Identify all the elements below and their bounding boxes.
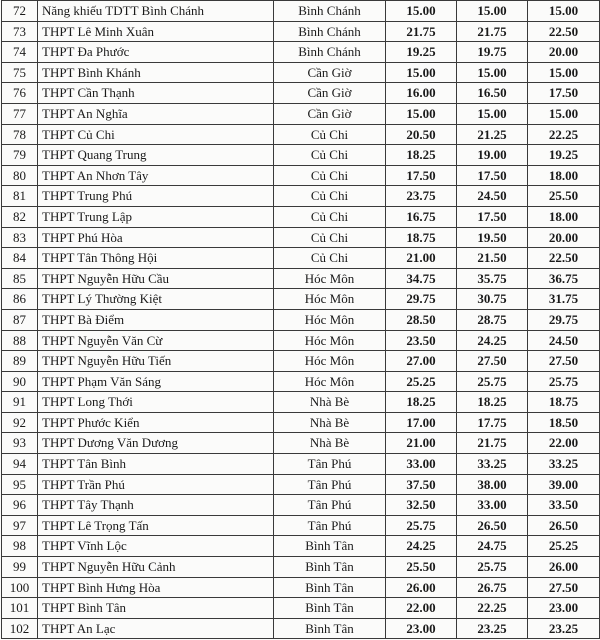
score-nv2-cell: 26.75 [457,577,528,598]
score-nv1-cell: 23.75 [386,186,457,207]
score-nv1-cell: 20.50 [386,124,457,145]
score-nv1-cell: 32.50 [386,495,457,516]
row-number-cell: 72 [2,1,38,22]
table-row [2,186,600,207]
district-cell: Tân Phú [274,474,386,495]
score-nv3-cell: 15.00 [528,1,600,22]
district-cell: Củ Chi [274,206,386,227]
score-nv2-cell: 33.25 [457,454,528,475]
table-row [2,598,600,619]
score-nv2-cell: 28.75 [457,309,528,330]
table-row [2,145,600,166]
school-name-cell: THPT Bình Hưng Hòa [38,577,274,598]
table-row [2,330,600,351]
row-number-cell: 94 [2,454,38,475]
score-nv2-cell: 16.50 [457,83,528,104]
score-nv1-cell: 23.00 [386,618,457,639]
row-number-cell: 85 [2,268,38,289]
table-row [2,392,600,413]
school-name-cell: THPT Bình Tân [38,598,274,619]
row-number-cell: 77 [2,103,38,124]
school-name-cell: THPT Phạm Văn Sáng [38,371,274,392]
row-number-cell: 87 [2,309,38,330]
score-nv2-cell: 21.25 [457,124,528,145]
score-nv2-cell: 21.75 [457,433,528,454]
district-cell: Củ Chi [274,248,386,269]
score-nv3-cell: 23.00 [528,598,600,619]
school-name-cell: THPT An Lạc [38,618,274,639]
school-name-cell: THPT Trung Lập [38,206,274,227]
score-nv2-cell: 24.25 [457,330,528,351]
score-nv3-cell: 20.00 [528,42,600,63]
table-row [2,495,600,516]
score-nv3-cell: 31.75 [528,289,600,310]
score-nv3-cell: 27.50 [528,351,600,372]
score-nv3-cell: 23.25 [528,618,600,639]
district-cell: Củ Chi [274,124,386,145]
district-cell: Nhà Bè [274,412,386,433]
score-nv3-cell: 39.00 [528,474,600,495]
score-nv2-cell: 24.50 [457,186,528,207]
district-cell: Hóc Môn [274,351,386,372]
table-row [2,536,600,557]
row-number-cell: 75 [2,62,38,83]
school-name-cell: THPT Vĩnh Lộc [38,536,274,557]
row-number-cell: 89 [2,351,38,372]
row-number-cell: 101 [2,598,38,619]
score-nv1-cell: 21.75 [386,21,457,42]
row-number-cell: 84 [2,248,38,269]
score-nv3-cell: 22.50 [528,21,600,42]
score-nv3-cell: 18.50 [528,412,600,433]
score-nv2-cell: 22.25 [457,598,528,619]
score-nv1-cell: 18.75 [386,227,457,248]
score-nv3-cell: 20.00 [528,227,600,248]
district-cell: Hóc Môn [274,309,386,330]
score-nv2-cell: 25.75 [457,371,528,392]
table-row [2,351,600,372]
district-cell: Cần Giờ [274,62,386,83]
score-nv3-cell: 29.75 [528,309,600,330]
score-nv3-cell: 18.75 [528,392,600,413]
school-name-cell: THPT Bình Khánh [38,62,274,83]
school-name-cell: THPT An Nhơn Tây [38,165,274,186]
score-nv1-cell: 24.25 [386,536,457,557]
score-nv1-cell: 37.50 [386,474,457,495]
score-nv2-cell: 21.50 [457,248,528,269]
score-nv1-cell: 17.00 [386,412,457,433]
school-name-cell: THPT Tây Thạnh [38,495,274,516]
table-row [2,454,600,475]
table-row [2,83,600,104]
district-cell: Cần Giờ [274,83,386,104]
table-body [2,1,600,639]
district-cell: Nhà Bè [274,392,386,413]
district-cell: Bình Tân [274,557,386,578]
score-nv1-cell: 28.50 [386,309,457,330]
table-row [2,248,600,269]
table-row [2,577,600,598]
score-nv2-cell: 30.75 [457,289,528,310]
school-name-cell: THPT Tân Thông Hội [38,248,274,269]
score-nv3-cell: 26.00 [528,557,600,578]
district-cell: Hóc Môn [274,371,386,392]
score-nv2-cell: 26.50 [457,515,528,536]
school-name-cell: THPT Lê Trọng Tấn [38,515,274,536]
row-number-cell: 95 [2,474,38,495]
school-name-cell: THPT Đa Phước [38,42,274,63]
row-number-cell: 97 [2,515,38,536]
school-name-cell: THPT Trần Phú [38,474,274,495]
school-name-cell: THPT Trung Phú [38,186,274,207]
table-row [2,206,600,227]
score-nv2-cell: 15.00 [457,1,528,22]
score-nv3-cell: 22.25 [528,124,600,145]
score-nv2-cell: 15.00 [457,103,528,124]
district-cell: Bình Tân [274,536,386,557]
school-name-cell: THPT Tân Bình [38,454,274,475]
school-name-cell: THPT Củ Chi [38,124,274,145]
score-nv2-cell: 21.75 [457,21,528,42]
district-cell: Tân Phú [274,495,386,516]
table-row [2,21,600,42]
row-number-cell: 79 [2,145,38,166]
table-row [2,165,600,186]
score-nv2-cell: 19.75 [457,42,528,63]
score-nv1-cell: 18.25 [386,392,457,413]
district-cell: Tân Phú [274,454,386,475]
score-nv3-cell: 19.25 [528,145,600,166]
score-nv3-cell: 33.50 [528,495,600,516]
score-nv2-cell: 38.00 [457,474,528,495]
score-nv1-cell: 26.00 [386,577,457,598]
score-nv1-cell: 15.00 [386,1,457,22]
score-nv3-cell: 15.00 [528,103,600,124]
score-nv3-cell: 33.25 [528,454,600,475]
row-number-cell: 93 [2,433,38,454]
score-nv3-cell: 17.50 [528,83,600,104]
row-number-cell: 82 [2,206,38,227]
school-name-cell: THPT Phước Kiển [38,412,274,433]
score-nv1-cell: 29.75 [386,289,457,310]
score-nv3-cell: 22.00 [528,433,600,454]
row-number-cell: 80 [2,165,38,186]
table-row [2,103,600,124]
table-row [2,412,600,433]
district-cell: Bình Tân [274,577,386,598]
table-row [2,557,600,578]
table-row [2,474,600,495]
score-nv3-cell: 18.00 [528,165,600,186]
table-row [2,227,600,248]
row-number-cell: 81 [2,186,38,207]
row-number-cell: 88 [2,330,38,351]
district-cell: Củ Chi [274,227,386,248]
school-name-cell: THPT Bà Điểm [38,309,274,330]
score-nv1-cell: 16.00 [386,83,457,104]
score-nv2-cell: 17.75 [457,412,528,433]
score-nv2-cell: 17.50 [457,165,528,186]
table-row [2,371,600,392]
score-nv1-cell: 25.75 [386,515,457,536]
score-nv1-cell: 23.50 [386,330,457,351]
district-cell: Nhà Bè [274,433,386,454]
score-nv3-cell: 22.50 [528,248,600,269]
score-nv1-cell: 25.25 [386,371,457,392]
row-number-cell: 83 [2,227,38,248]
score-nv2-cell: 17.50 [457,206,528,227]
score-nv2-cell: 27.50 [457,351,528,372]
school-name-cell: THPT An Nghĩa [38,103,274,124]
school-name-cell: THPT Nguyễn Hữu Cầu [38,268,274,289]
district-cell: Củ Chi [274,145,386,166]
table-row [2,289,600,310]
score-nv1-cell: 19.25 [386,42,457,63]
row-number-cell: 78 [2,124,38,145]
district-cell: Hóc Môn [274,330,386,351]
score-nv2-cell: 33.00 [457,495,528,516]
score-nv3-cell: 24.50 [528,330,600,351]
district-cell: Bình Tân [274,618,386,639]
table-row [2,42,600,63]
table-row [2,268,600,289]
score-nv1-cell: 21.00 [386,248,457,269]
table-row [2,62,600,83]
score-nv1-cell: 34.75 [386,268,457,289]
school-name-cell: THPT Nguyễn Hữu Tiến [38,351,274,372]
school-name-cell: THPT Cần Thạnh [38,83,274,104]
school-name-cell: THPT Nguyễn Hữu Cảnh [38,557,274,578]
district-cell: Bình Tân [274,598,386,619]
score-nv1-cell: 18.25 [386,145,457,166]
row-number-cell: 96 [2,495,38,516]
school-name-cell: THPT Lê Minh Xuân [38,21,274,42]
table-row [2,309,600,330]
row-number-cell: 92 [2,412,38,433]
school-name-cell: THPT Long Thới [38,392,274,413]
district-cell: Hóc Môn [274,289,386,310]
table-row [2,618,600,639]
table-row [2,1,600,22]
score-nv3-cell: 18.00 [528,206,600,227]
score-nv3-cell: 36.75 [528,268,600,289]
score-nv2-cell: 18.25 [457,392,528,413]
table-row [2,433,600,454]
score-nv1-cell: 15.00 [386,103,457,124]
score-nv2-cell: 25.75 [457,557,528,578]
score-nv2-cell: 35.75 [457,268,528,289]
score-nv2-cell: 19.50 [457,227,528,248]
school-name-cell: THPT Dương Văn Dương [38,433,274,454]
score-nv3-cell: 27.50 [528,577,600,598]
score-nv2-cell: 15.00 [457,62,528,83]
table-row [2,124,600,145]
district-cell: Hóc Môn [274,268,386,289]
school-name-cell: THPT Quang Trung [38,145,274,166]
district-cell: Bình Chánh [274,42,386,63]
row-number-cell: 91 [2,392,38,413]
row-number-cell: 100 [2,577,38,598]
row-number-cell: 74 [2,42,38,63]
score-nv2-cell: 23.25 [457,618,528,639]
row-number-cell: 102 [2,618,38,639]
row-number-cell: 99 [2,557,38,578]
school-name-cell: THPT Nguyễn Văn Cừ [38,330,274,351]
score-nv3-cell: 25.50 [528,186,600,207]
score-nv2-cell: 24.75 [457,536,528,557]
score-nv1-cell: 16.75 [386,206,457,227]
score-nv3-cell: 15.00 [528,62,600,83]
score-nv1-cell: 21.00 [386,433,457,454]
row-number-cell: 76 [2,83,38,104]
district-cell: Cần Giờ [274,103,386,124]
score-nv1-cell: 22.00 [386,598,457,619]
admission-score-table [1,0,600,639]
score-nv2-cell: 19.00 [457,145,528,166]
row-number-cell: 86 [2,289,38,310]
score-nv1-cell: 25.50 [386,557,457,578]
score-nv1-cell: 27.00 [386,351,457,372]
school-name-cell: THPT Lý Thường Kiệt [38,289,274,310]
score-nv3-cell: 25.25 [528,536,600,557]
district-cell: Củ Chi [274,165,386,186]
score-nv1-cell: 15.00 [386,62,457,83]
school-name-cell: THPT Phú Hòa [38,227,274,248]
row-number-cell: 73 [2,21,38,42]
table-row [2,515,600,536]
district-cell: Bình Chánh [274,21,386,42]
row-number-cell: 90 [2,371,38,392]
score-nv1-cell: 17.50 [386,165,457,186]
score-nv3-cell: 26.50 [528,515,600,536]
school-name-cell: Năng khiếu TDTT Bình Chánh [38,1,274,22]
district-cell: Tân Phú [274,515,386,536]
score-nv3-cell: 25.75 [528,371,600,392]
score-nv1-cell: 33.00 [386,454,457,475]
row-number-cell: 98 [2,536,38,557]
district-cell: Củ Chi [274,186,386,207]
district-cell: Bình Chánh [274,1,386,22]
